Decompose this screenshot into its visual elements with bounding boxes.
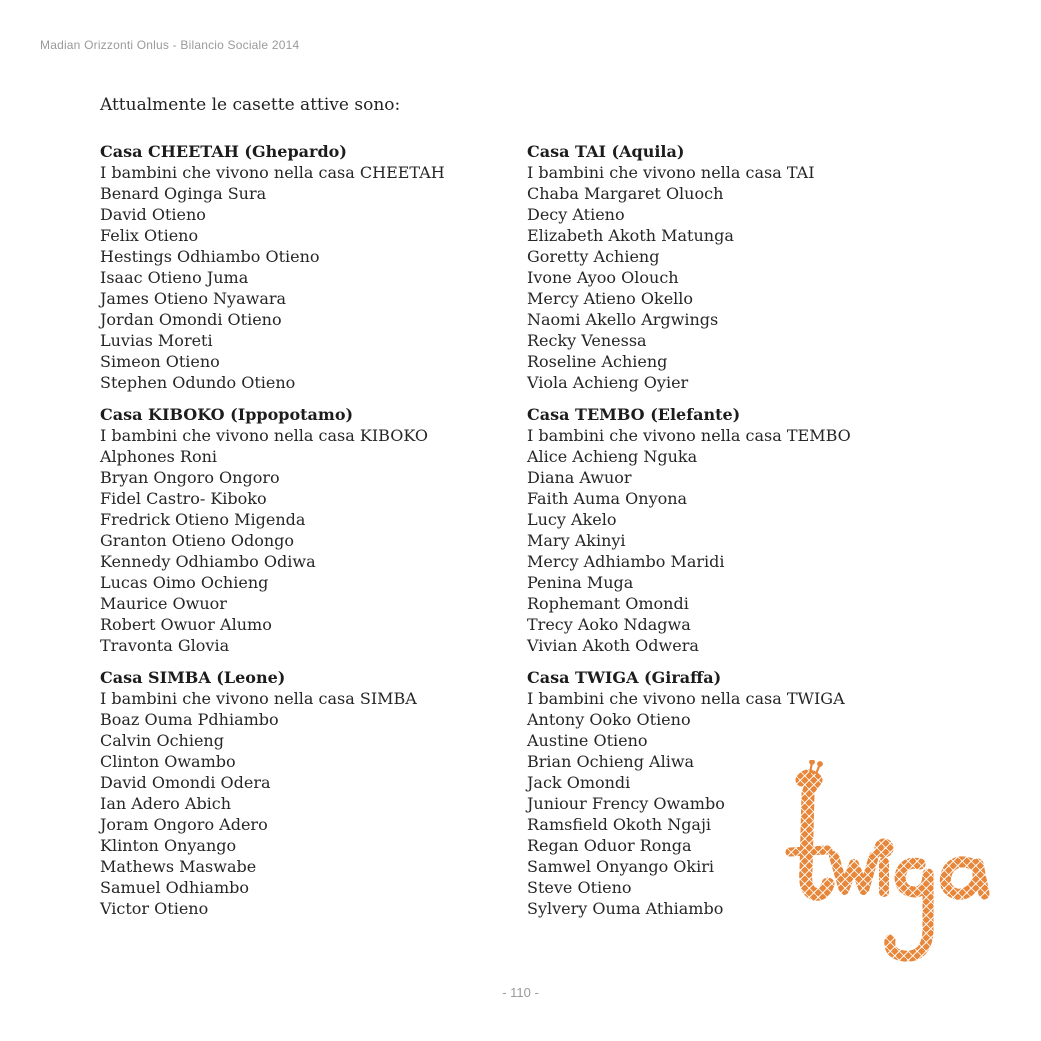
child-name: Vivian Akoth Odwera xyxy=(527,636,699,655)
child-name: Mathews Maswabe xyxy=(100,857,257,876)
child-name: Stephen Odundo Otieno xyxy=(100,373,296,392)
house-subtitle: I bambini che vivono nella casa CHEETAH xyxy=(100,163,445,182)
child-name: Sylvery Ouma Athiambo xyxy=(527,899,724,918)
left-column xyxy=(100,141,500,930)
child-name: Mercy Atieno Okello xyxy=(527,289,694,308)
running-header: Madian Orizzonti Onlus - Bilancio Sociale 2014 xyxy=(40,38,300,52)
house-subtitle: I bambini che vivono nella casa TAI xyxy=(527,163,815,182)
child-name: Faith Auma Onyona xyxy=(527,489,688,508)
child-name: Mercy Adhiambo Maridi xyxy=(527,552,725,571)
children-list xyxy=(527,183,927,393)
child-name: Clinton Owambo xyxy=(100,752,236,771)
child-name: Steve Otieno xyxy=(527,878,632,897)
house-title: Casa TAI (Aquila) xyxy=(527,142,685,161)
child-name: Diana Awuor xyxy=(527,468,632,487)
house-title: Casa SIMBA (Leone) xyxy=(100,668,286,687)
child-name: Robert Owuor Alumo xyxy=(100,615,272,634)
child-name: Recky Venessa xyxy=(527,331,647,350)
house-title: Casa CHEETAH (Ghepardo) xyxy=(100,142,347,161)
child-name: Klinton Onyango xyxy=(100,836,237,855)
page-number: - 110 - xyxy=(502,985,539,1000)
child-name: Rophemant Omondi xyxy=(527,594,689,613)
child-name: Fidel Castro- Kiboko xyxy=(100,489,267,508)
house-subtitle: I bambini che vivono nella casa TEMBO xyxy=(527,426,851,445)
child-name: Mary Akinyi xyxy=(527,531,626,550)
house-title: Casa TEMBO (Elefante) xyxy=(527,405,741,424)
child-name: Kennedy Odhiambo Odiwa xyxy=(100,552,316,571)
house-section xyxy=(100,404,500,656)
child-name: Viola Achieng Oyier xyxy=(527,373,689,392)
child-name: Ramsfield Okoth Ngaji xyxy=(527,815,712,834)
child-name: Penina Muga xyxy=(527,573,634,592)
house-section xyxy=(527,141,927,393)
child-name: Naomi Akello Argwings xyxy=(527,310,719,329)
child-name: Calvin Ochieng xyxy=(100,731,224,750)
child-name: Luvias Moreti xyxy=(100,331,213,350)
twiga-giraffe-logo xyxy=(780,760,1000,970)
child-name: Juniour Frency Owambo xyxy=(527,794,725,813)
child-name: Isaac Otieno Juma xyxy=(100,268,249,287)
intro-text: Attualmente le casette attive sono: xyxy=(100,95,401,115)
child-name: Maurice Owuor xyxy=(100,594,227,613)
child-name: Jordan Omondi Otieno xyxy=(100,310,282,329)
child-name: Joram Ongoro Adero xyxy=(100,815,268,834)
child-name: Chaba Margaret Oluoch xyxy=(527,184,724,203)
house-section xyxy=(100,667,500,919)
child-name: Alice Achieng Nguka xyxy=(527,447,698,466)
child-name: Bryan Ongoro Ongoro xyxy=(100,468,280,487)
child-name: Lucy Akelo xyxy=(527,510,617,529)
child-name: Granton Otieno Odongo xyxy=(100,531,295,550)
child-name: Goretty Achieng xyxy=(527,247,660,266)
child-name: Victor Otieno xyxy=(100,899,209,918)
child-name: David Omondi Odera xyxy=(100,773,271,792)
child-name: Jack Omondi xyxy=(527,773,631,792)
child-name: Austine Otieno xyxy=(527,731,648,750)
house-title: Casa TWIGA (Giraffa) xyxy=(527,668,722,687)
child-name: Antony Ooko Otieno xyxy=(527,710,691,729)
child-name: Hestings Odhiambo Otieno xyxy=(100,247,320,266)
child-name: Samwel Onyango Okiri xyxy=(527,857,714,876)
child-name: Samuel Odhiambo xyxy=(100,878,250,897)
house-subtitle: I bambini che vivono nella casa KIBOKO xyxy=(100,426,428,445)
house-subtitle: I bambini che vivono nella casa SIMBA xyxy=(100,689,417,708)
children-list xyxy=(100,709,500,919)
child-name: Regan Oduor Ronga xyxy=(527,836,692,855)
child-name: Ian Adero Abich xyxy=(100,794,232,813)
child-name: Lucas Oimo Ochieng xyxy=(100,573,269,592)
children-list xyxy=(527,446,927,656)
children-list xyxy=(100,446,500,656)
child-name: Decy Atieno xyxy=(527,205,625,224)
child-name: Boaz Ouma Pdhiambo xyxy=(100,710,279,729)
child-name: Elizabeth Akoth Matunga xyxy=(527,226,734,245)
child-name: Trecy Aoko Ndagwa xyxy=(527,615,691,634)
child-name: James Otieno Nyawara xyxy=(100,289,287,308)
children-list xyxy=(100,183,500,393)
house-section xyxy=(527,404,927,656)
house-subtitle: I bambini che vivono nella casa TWIGA xyxy=(527,689,845,708)
child-name: Alphones Roni xyxy=(100,447,218,466)
child-name: Benard Oginga Sura xyxy=(100,184,267,203)
child-name: Roseline Achieng xyxy=(527,352,668,371)
child-name: Travonta Glovia xyxy=(100,636,230,655)
child-name: Felix Otieno xyxy=(100,226,199,245)
house-title: Casa KIBOKO (Ippopotamo) xyxy=(100,405,354,424)
child-name: Fredrick Otieno Migenda xyxy=(100,510,306,529)
child-name: David Otieno xyxy=(100,205,206,224)
child-name: Ivone Ayoo Olouch xyxy=(527,268,679,287)
house-section xyxy=(100,141,500,393)
child-name: Simeon Otieno xyxy=(100,352,220,371)
child-name: Brian Ochieng Aliwa xyxy=(527,752,695,771)
